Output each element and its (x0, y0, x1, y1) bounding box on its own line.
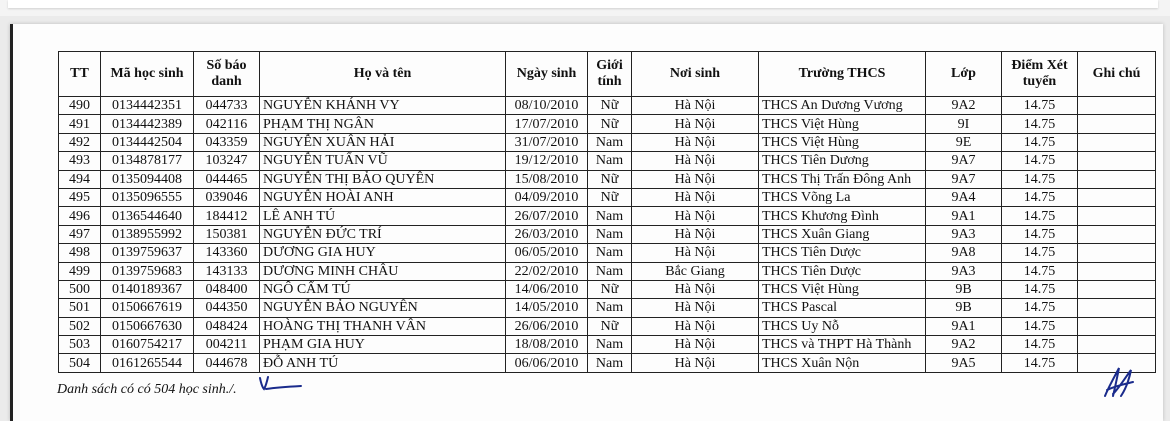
cell-class: 9B (926, 280, 1002, 298)
cell-full-name: NGUYỄN XUÂN HẢI (260, 133, 506, 151)
footer-note: Danh sách có có 504 học sinh./. (57, 382, 237, 397)
cell-full-name: DƯƠNG GIA HUY (260, 244, 506, 262)
cell-class: 9E (926, 133, 1002, 151)
cell-exam-no: 039046 (194, 188, 260, 206)
cell-school: THCS Võng La (759, 188, 926, 206)
cell-note (1078, 133, 1156, 151)
cell-student-id: 0139759637 (101, 244, 194, 262)
cell-dob: 06/06/2010 (506, 354, 588, 372)
cell-exam-no: 044350 (194, 299, 260, 317)
cell-score: 14.75 (1002, 97, 1078, 115)
cell-full-name: NGUYỄN KHÁNH VY (260, 97, 506, 115)
table-row (59, 280, 1156, 298)
cell-score: 14.75 (1002, 244, 1078, 262)
cell-student-id: 0150667630 (101, 317, 194, 335)
cell-exam-no: 150381 (194, 225, 260, 243)
cell-note (1078, 280, 1156, 298)
cell-exam-no: 004211 (194, 336, 260, 354)
cell-school: THCS Tiên Dương (759, 152, 926, 170)
header-note: Ghi chú (1078, 52, 1156, 97)
cell-class: 9A7 (926, 152, 1002, 170)
cell-birthplace: Hà Nội (632, 354, 759, 372)
header-class: Lớp (926, 52, 1002, 97)
table-row (59, 354, 1156, 372)
cell-note (1078, 152, 1156, 170)
cell-gender: Nam (588, 299, 632, 317)
cell-score: 14.75 (1002, 170, 1078, 188)
cell-student-id: 0134442504 (101, 133, 194, 151)
cell-student-id: 0135094408 (101, 170, 194, 188)
cell-dob: 31/07/2010 (506, 133, 588, 151)
header-school: Trường THCS (759, 52, 926, 97)
cell-student-id: 0140189367 (101, 280, 194, 298)
cell-exam-no: 184412 (194, 207, 260, 225)
cell-gender: Nữ (588, 97, 632, 115)
cell-tt: 490 (59, 97, 101, 115)
cell-exam-no: 043359 (194, 133, 260, 151)
cell-dob: 14/06/2010 (506, 280, 588, 298)
table-row (59, 225, 1156, 243)
cell-exam-no: 044733 (194, 97, 260, 115)
header-exam-no: Số báo danh (194, 52, 260, 97)
cell-birthplace: Bắc Giang (632, 262, 759, 280)
cell-full-name: PHẠM GIA HUY (260, 336, 506, 354)
cell-birthplace: Hà Nội (632, 225, 759, 243)
cell-student-id: 0161265544 (101, 354, 194, 372)
cell-score: 14.75 (1002, 336, 1078, 354)
header-full-name: Họ và tên (260, 52, 506, 97)
cell-school: THCS Khương Đình (759, 207, 926, 225)
cell-note (1078, 97, 1156, 115)
cell-full-name: LÊ ANH TÚ (260, 207, 506, 225)
cell-score: 14.75 (1002, 299, 1078, 317)
cell-note (1078, 225, 1156, 243)
cell-note (1078, 115, 1156, 133)
cell-gender: Nữ (588, 280, 632, 298)
cell-full-name: PHẠM THỊ NGÂN (260, 115, 506, 133)
cell-student-id: 0136544640 (101, 207, 194, 225)
cell-gender: Nam (588, 244, 632, 262)
cell-exam-no: 044678 (194, 354, 260, 372)
cell-student-id: 0135096555 (101, 188, 194, 206)
cell-exam-no: 042116 (194, 115, 260, 133)
cell-student-id: 0138955992 (101, 225, 194, 243)
cell-school: THCS Tiên Dược (759, 244, 926, 262)
cell-class: 9A4 (926, 188, 1002, 206)
signature-mark (1101, 364, 1137, 400)
cell-student-id: 0134442389 (101, 115, 194, 133)
cell-birthplace: Hà Nội (632, 152, 759, 170)
cell-gender: Nam (588, 207, 632, 225)
cell-tt: 497 (59, 225, 101, 243)
cell-note (1078, 299, 1156, 317)
table-body (59, 97, 1156, 373)
cell-score: 14.75 (1002, 152, 1078, 170)
cell-exam-no: 044465 (194, 170, 260, 188)
cell-score: 14.75 (1002, 280, 1078, 298)
cell-birthplace: Hà Nội (632, 170, 759, 188)
cell-birthplace: Hà Nội (632, 299, 759, 317)
student-list-table (58, 51, 1156, 373)
cell-score: 14.75 (1002, 115, 1078, 133)
cell-tt: 493 (59, 152, 101, 170)
cell-school: THCS Việt Hùng (759, 280, 926, 298)
cell-note (1078, 244, 1156, 262)
cell-note (1078, 336, 1156, 354)
cell-dob: 26/07/2010 (506, 207, 588, 225)
cell-student-id: 0160754217 (101, 336, 194, 354)
cell-dob: 19/12/2010 (506, 152, 588, 170)
cell-exam-no: 143133 (194, 262, 260, 280)
cell-score: 14.75 (1002, 354, 1078, 372)
cell-school: THCS Xuân Giang (759, 225, 926, 243)
cell-score: 14.75 (1002, 207, 1078, 225)
cell-full-name: DƯƠNG MINH CHÂU (260, 262, 506, 280)
cell-class: 9B (926, 299, 1002, 317)
cell-birthplace: Hà Nội (632, 244, 759, 262)
document-page (10, 24, 1163, 421)
cell-student-id: 0134878177 (101, 152, 194, 170)
cell-tt: 492 (59, 133, 101, 151)
cell-gender: Nữ (588, 115, 632, 133)
table-row (59, 299, 1156, 317)
cell-class: 9A2 (926, 97, 1002, 115)
cell-school: THCS Tiên Dược (759, 262, 926, 280)
cell-student-id: 0139759683 (101, 262, 194, 280)
cell-note (1078, 207, 1156, 225)
cell-score: 14.75 (1002, 188, 1078, 206)
cell-birthplace: Hà Nội (632, 317, 759, 335)
cell-class: 9I (926, 115, 1002, 133)
table-row (59, 336, 1156, 354)
table-row (59, 244, 1156, 262)
table-row (59, 188, 1156, 206)
cell-school: THCS Việt Hùng (759, 133, 926, 151)
cell-note (1078, 317, 1156, 335)
cell-score: 14.75 (1002, 133, 1078, 151)
cell-dob: 26/03/2010 (506, 225, 588, 243)
cell-full-name: HOÀNG THỊ THANH VÂN (260, 317, 506, 335)
cell-full-name: NGUYỄN ĐỨC TRÍ (260, 225, 506, 243)
cell-score: 14.75 (1002, 225, 1078, 243)
cell-full-name: NGUYỄN TUẤN VŨ (260, 152, 506, 170)
cell-tt: 499 (59, 262, 101, 280)
cell-class: 9A5 (926, 354, 1002, 372)
table-row (59, 115, 1156, 133)
cell-tt: 495 (59, 188, 101, 206)
cell-gender: Nữ (588, 317, 632, 335)
cell-school: THCS và THPT Hà Thành (759, 336, 926, 354)
cell-school: THCS Thị Trấn Đông Anh (759, 170, 926, 188)
previous-page-edge (0, 0, 1170, 16)
cell-gender: Nữ (588, 170, 632, 188)
table-row (59, 152, 1156, 170)
cell-class: 9A8 (926, 244, 1002, 262)
table-row (59, 262, 1156, 280)
cell-note (1078, 262, 1156, 280)
header-birthplace: Nơi sinh (632, 52, 759, 97)
cell-dob: 08/10/2010 (506, 97, 588, 115)
cell-birthplace: Hà Nội (632, 115, 759, 133)
cell-school: THCS Pascal (759, 299, 926, 317)
previous-page-sheet (8, 0, 1158, 8)
cell-birthplace: Hà Nội (632, 207, 759, 225)
cell-gender: Nam (588, 133, 632, 151)
cell-tt: 498 (59, 244, 101, 262)
cell-gender: Nam (588, 336, 632, 354)
table-row (59, 317, 1156, 335)
table-row (59, 97, 1156, 115)
cell-score: 14.75 (1002, 262, 1078, 280)
cell-exam-no: 143360 (194, 244, 260, 262)
cell-tt: 491 (59, 115, 101, 133)
cell-full-name: NGUYỄN HOÀI ANH (260, 188, 506, 206)
cell-class: 9A3 (926, 262, 1002, 280)
cell-note (1078, 188, 1156, 206)
cell-dob: 15/08/2010 (506, 170, 588, 188)
cell-birthplace: Hà Nội (632, 280, 759, 298)
cell-note (1078, 170, 1156, 188)
header-student-id: Mã học sinh (101, 52, 194, 97)
cell-tt: 504 (59, 354, 101, 372)
cell-birthplace: Hà Nội (632, 188, 759, 206)
cell-tt: 503 (59, 336, 101, 354)
cell-exam-no: 048400 (194, 280, 260, 298)
cell-full-name: NGUYỄN BẢO NGUYÊN (260, 299, 506, 317)
cell-tt: 500 (59, 280, 101, 298)
header-dob: Ngày sinh (506, 52, 588, 97)
cell-student-id: 0150667619 (101, 299, 194, 317)
header-gender: Giới tính (588, 52, 632, 97)
table-header-row (59, 52, 1156, 97)
cell-tt: 494 (59, 170, 101, 188)
table-row (59, 170, 1156, 188)
cell-dob: 06/05/2010 (506, 244, 588, 262)
cell-tt: 502 (59, 317, 101, 335)
cell-gender: Nam (588, 225, 632, 243)
cell-birthplace: Hà Nội (632, 336, 759, 354)
cell-class: 9A2 (926, 336, 1002, 354)
cell-student-id: 0134442351 (101, 97, 194, 115)
cell-dob: 18/08/2010 (506, 336, 588, 354)
cell-gender: Nam (588, 354, 632, 372)
header-score: Điểm Xét tuyển (1002, 52, 1078, 97)
cell-exam-no: 103247 (194, 152, 260, 170)
cell-dob: 22/02/2010 (506, 262, 588, 280)
cell-tt: 496 (59, 207, 101, 225)
cell-school: THCS An Dương Vương (759, 97, 926, 115)
cell-birthplace: Hà Nội (632, 97, 759, 115)
cell-dob: 17/07/2010 (506, 115, 588, 133)
cell-dob: 26/06/2010 (506, 317, 588, 335)
cell-school: THCS Việt Hùng (759, 115, 926, 133)
initial-mark (257, 374, 305, 396)
cell-score: 14.75 (1002, 317, 1078, 335)
cell-gender: Nam (588, 152, 632, 170)
cell-school: THCS Uy Nỗ (759, 317, 926, 335)
cell-class: 9A3 (926, 225, 1002, 243)
cell-school: THCS Xuân Nộn (759, 354, 926, 372)
cell-full-name: ĐỖ ANH TÚ (260, 354, 506, 372)
cell-gender: Nam (588, 262, 632, 280)
cell-dob: 14/05/2010 (506, 299, 588, 317)
cell-birthplace: Hà Nội (632, 133, 759, 151)
cell-class: 9A7 (926, 170, 1002, 188)
cell-full-name: NGÔ CẨM TÚ (260, 280, 506, 298)
cell-full-name: NGUYỄN THỊ BẢO QUYÊN (260, 170, 506, 188)
cell-dob: 04/09/2010 (506, 188, 588, 206)
table-row (59, 207, 1156, 225)
cell-gender: Nữ (588, 188, 632, 206)
cell-exam-no: 048424 (194, 317, 260, 335)
cell-tt: 501 (59, 299, 101, 317)
cell-class: 9A1 (926, 207, 1002, 225)
cell-class: 9A1 (926, 317, 1002, 335)
header-tt: TT (59, 52, 101, 97)
table-row (59, 133, 1156, 151)
